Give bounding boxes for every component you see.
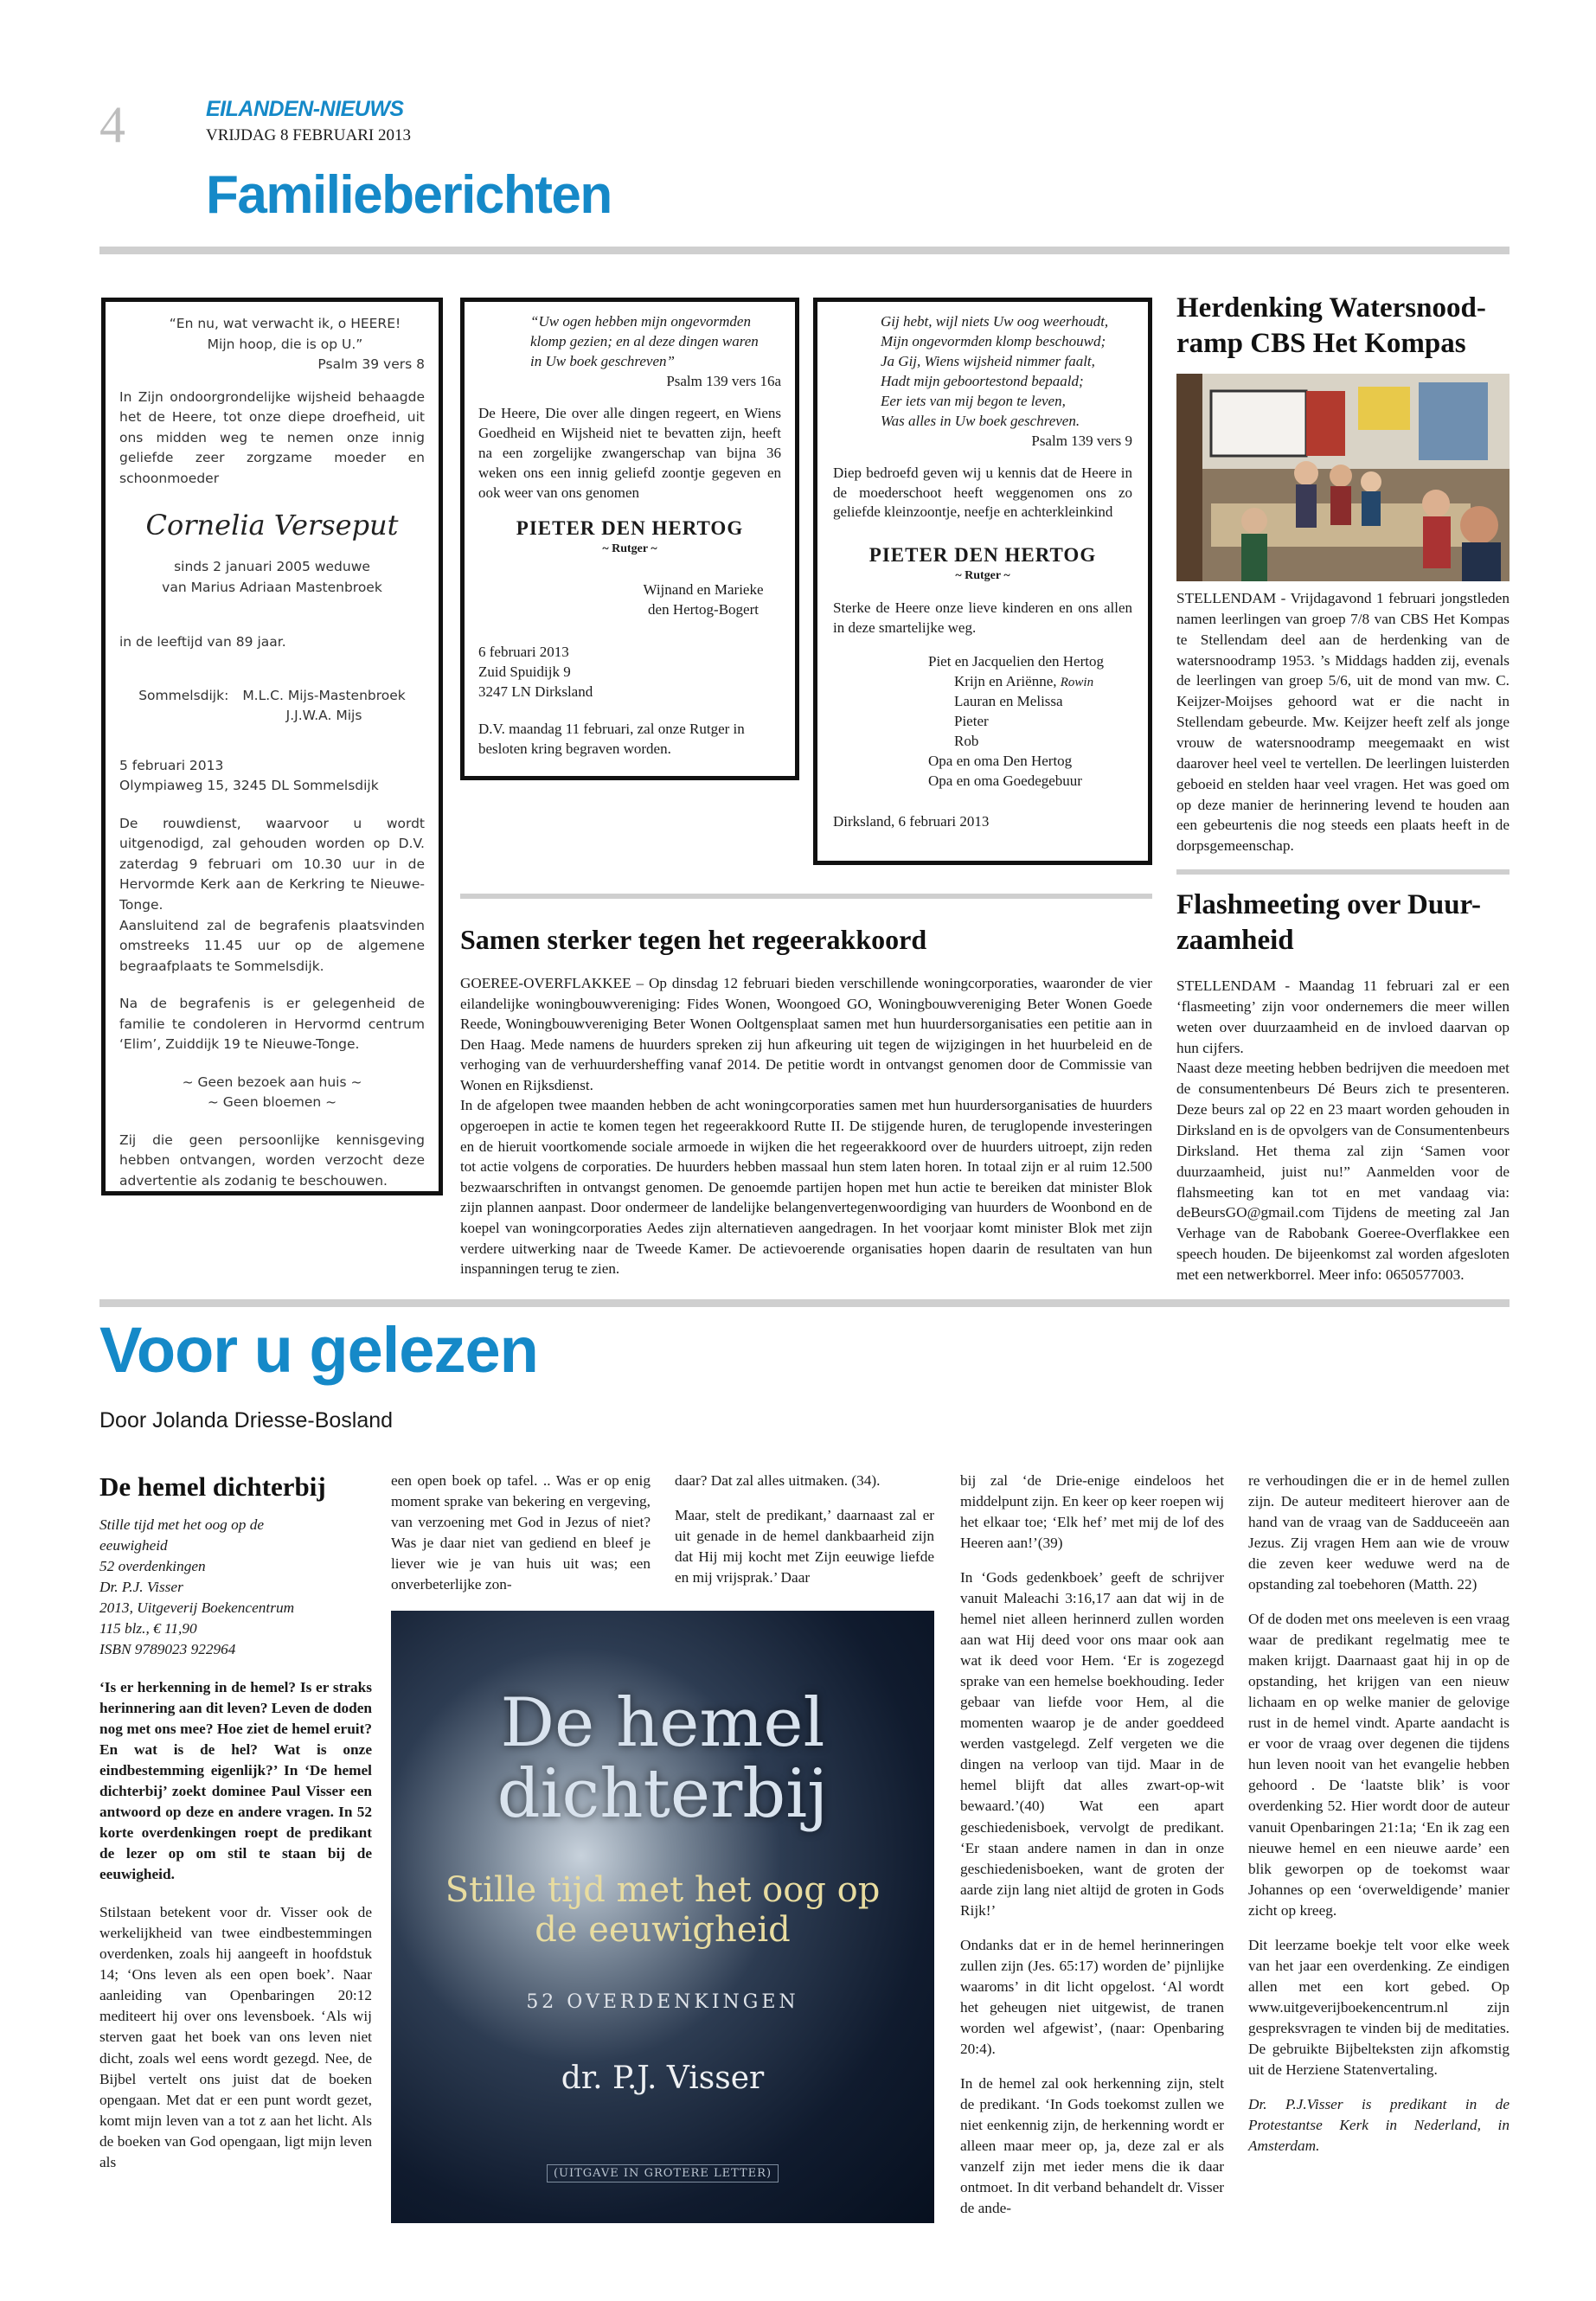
cover-title: De hemel dichterbij (497, 1684, 829, 1833)
family-list: Piet en Jacquelien den Hertog Krijn en Ariënne, Rowin Lauran en Melissa Pieter Rob Opa en oma Den Hertog Opa en oma Goedegebuur (928, 653, 1104, 789)
cover-edition: (UITGAVE IN GROTERE LETTER) (547, 2164, 779, 2182)
burial-info: Aansluitend zal de begrafenis plaatsvinden omstreeks 11.45 uur op de algemene begraafplaats te Sommelsdijk. (119, 917, 425, 974)
watersnood-photo (1176, 374, 1509, 581)
deceased-name: Cornelia Verseput (145, 509, 399, 542)
death-notice-grandparents (813, 298, 1152, 865)
widow-of: sinds 2 januari 2005 weduwe van Marius Adriaan Mastenbroek (162, 559, 382, 595)
classroom-photo (1176, 374, 1509, 581)
notice-text: De Heere, Die over alle dingen regeert, en Wiens Goedheid en Wijsheid niet te bevatten zijn, heeft na een zorgelijke zwangerschap van bijna 36 weken ons een innig geliefd zoontje gegeven en ook weer van ons genomen (478, 404, 781, 501)
review-column-3: daar? Dat zal alles uitmaken. (34). Maar, stelt de predikant,’ daarnaast zal er uit genade in de hemel dankbaarheid zijn dat Hij mij kocht met Zijn eeuwige liefde en mij vrijsprak.’ Daar (675, 1472, 934, 1586)
cover-subtitle: Stille tijd met het oog op de eeuwigheid (445, 1870, 881, 1950)
burial-info: D.V. maandag 11 februari, zal onze Rutger in besloten kring begraven worden. (478, 721, 745, 757)
psalm-reference: Psalm 139 vers 9 (1031, 432, 1132, 449)
cover-author: dr. P.J. Visser (561, 2061, 765, 2096)
psalm-reference: Psalm 139 vers 16a (666, 372, 781, 389)
review-column-4: bij zal ‘de Drie-enige eindeloos het middelpunt zijn. En keer op keer roepen wij het elkaar toe; ‘Elk hef’ met mij de lof des Heeren aan!’(39) In ‘Gods gedenkboek’ geeft de schrijver vanuit Maleachi 3:16,17 aan dat wij in de hemel niet alleen herinnerd zullen worden aan wat Hij deed voor ons maar ook aan wat ik deed voor Hem. ‘Er is zogezegd sprake van een hemelse boekhouding. Ieder gebaar van liefde voor Hem, al die momenten waarop je de ander goeddeed werden vastgelegd. Zelf vergeten we die dingen na verloop van tijd. Maar in de hemel blijft dat alles zwart-op-wit bewaard.’(40) Wat een apart geschiedenisboek, vervolgt de predikant. ‘Er staan andere namen in dan in onze geschiedenisboeken, want de groten der aarde zijn lang niet altijd de groten in Gods Rijk!’ Ondanks dat er in de hemel herinneringen zullen zijn (Jes. 65:17) worden de’ pijnlijke waaroms’ in dit licht opgelost. ‘Al wordt het geheugen niet uitgewist, de tranen worden wel afgewist’, (naar: Openbaring 20:4). In de hemel zal ook herkenning zijn, stelt de predikant. ‘In Gods toekomst zullen we niet eenkennig zijn, de herkenning wordt er alleen maar meer op, ja, deze zal er als vanzelf zijn met ieder mens die ik daar ontmoet. In dit verband behandelt dr. Visser de ande- (960, 1472, 1224, 2217)
place-date: Dirksland, 6 februari 2013 (833, 812, 990, 830)
regeerakkoord-headline: Samen sterker tegen het regeerakkoord (460, 924, 927, 955)
age: in de leeftijd van 89 jaar. (119, 634, 286, 651)
child-name: PIETER DEN HERTOG (869, 544, 1097, 567)
book-meta: Stille tijd met het oog op de eeuwigheid 52 overdenkingen Dr. P.J. Visser 2013, Uitgeverij Boekencentrum 115 blz., € 11,90 ISBN 9789023 922964 (99, 1516, 295, 1657)
flashmeeting-headline: Flashmeeting over Duur- zaamheid (1176, 889, 1481, 957)
quote: Gij hebt, wijl niets Uw oog weerhoudt, Mijn ongevormden klomp beschouwd; Ja Gij, Wiens wijsheid nimmer faalt, Hadt mijn geboortestond bepaald; Eer iets van mij begon te leven, Was alles in Uw boek geschreven. (881, 313, 1109, 429)
child-nickname: ~ Rutger ~ (955, 569, 1010, 583)
family: Sommelsdijk: M.L.C. Mijs-Mastenbroek J.J.W.A. Mijs (138, 687, 406, 724)
quote: “En nu, wat verwacht ik, o HEERE! Mijn hoop, die is op U.” (169, 316, 401, 352)
address: 5 februari 2013 Olympiaweg 15, 3245 DL Sommelsdijk (119, 757, 379, 794)
obituary-verseput (101, 298, 443, 1195)
review-author: Door Jolanda Driesse-Bosland (99, 1408, 394, 1433)
psalm-reference: Psalm 39 vers 8 (317, 356, 425, 373)
child-nickname: ~ Rutger ~ (602, 542, 657, 556)
review-body-1: Stilstaan betekent voor dr. Visser ook de werkelijkheid van twee eindbestemmingen overdenken, zoals hij aangeeft in hoofdstuk 14; ‘Ons leven als een open boek’. Naar aanleiding van Openbaringen 20:12 mediteert hij over ons levensboek. ‘Als wij sterven gaat het boek van ons leven niet dicht, zoals wel eens wordt gezegd. Nee, de Bijbel vertelt ons juist dat de boeken opengaan. Met dat er een punt wordt gezet, komt mijn leven van a tot z aan het licht. Als de boeken van God opengaan, ligt mijn leven als (99, 1904, 372, 2170)
cover-count: 52 OVERDENKINGEN (526, 1991, 799, 2013)
quote: “Uw ogen hebben mijn ongevormden klomp gezien; en al deze dingen waren in Uw boek geschreven” (530, 313, 759, 369)
service-info: De rouwdienst, waarvoor u wordt uitgenodigd, zal gehouden worden op D.V. zaterdag 9 februari om 10.30 uur in de Hervormde Kerk aan de Kerkring te Nieuwe-Tonge. (119, 815, 425, 913)
book-title: De hemel dichterbij (99, 1471, 326, 1502)
condolence-info: Na de begrafenis is er gelegenheid de familie te condoleren in Hervormd centrum ‘Elim’, Zuiddijk 19 te Nieuwe-Tonge. (119, 996, 425, 1053)
review-section-title: Voor u gelezen (99, 1314, 538, 1386)
parents: Wijnand en Marieke den Hertog-Bogert (643, 581, 764, 619)
regeerakkoord-text: GOEREE-OVERFLAKKEE – Op dinsdag 12 februari bieden verschillende woningcorporaties, waaronder de vier eilandelijke woningbouwvereniging: Fides Wonen, Woongoed GO, Woningbouwvereniging Beter Wonen Goede Reede, Woningbouwvereniging Beter Wonen Ooltgensplaat samen met hun huurdersorganisaties een petitie aan in Den Haag. Mede namens de huurders spreken zij hun afkeuring uit tegen de wijzigingen in het huurbeleid en de verhoging van de verhuurdersheffing vanaf 2014. De petitie wordt in ontvangst genomen door de Commissie van Wonen en Rijksdienst. In de afgelopen twee maanden hebben de acht woningcorporaties samen met hun huurdersorganisaties de huurders opgeroepen in actie te komen tegen het regeerakkoord Rutte II. De stijgende huren, de teruglopende investeringen en de hieruit voortkomende sociale armoede in wijken die het regeerakkoord over de huurders uitroept, zijn reden tot actie volgens de corporaties. De huurders hebben massaal hun stem laten horen. In totaal zijn er al ruim 12.500 bezwaarschriften in ontvangst genomen. De genoemde partijen hopen met hun actie te bereiken dat minister Blok zijn plannen aanpast. Door ondermeer de landelijke belangenvertegenwoordiging van huurders de Woonbond en de koepel van woningcorporaties Aedes zijn alternatieven aangedragen. In het voorjaar komt minister Blok met zijn verdere uitwerking naar de Tweede Kamer. De actievoerende organisaties hopen daarin de resultaten van hun inspanningen terug te zien. (460, 975, 1152, 1278)
column-divider (460, 894, 1152, 899)
section-title: Familieberichten (206, 165, 612, 225)
child-name: PIETER DEN HERTOG (516, 517, 744, 540)
review-column-2: een open boek op tafel. .. Was er op enig moment sprake van bekering en vergeving, van verzoening met God in Jezus of niet? Was je daar niet van gediend en bleef je liever wie je van huis uit was; een onverbeterlijke zon- (391, 1472, 651, 1593)
intro-text: In Zijn ondoorgrondelijke wijsheid behaagde het de Heere, tot onze diepe droefheid, uit ons midden weg te nemen onze innig geliefde zeer zorgzame moeder en schoonmoeder (119, 388, 425, 486)
notice-text-2: Sterke de Heere onze lieve kinderen en ons allen in deze smartelijke weg. (833, 599, 1132, 637)
page-number: 4 (99, 96, 125, 153)
notice: Zij die geen persoonlijke kennisgeving hebben ontvangen, worden verzocht deze advertentie als zodanig te beschouwen. (119, 1131, 425, 1189)
watersnood-headline: Herdenking Watersnood- ramp CBS Het Kompas (1176, 292, 1486, 360)
review-column-1 (99, 1471, 372, 2173)
notice-text: Diep bedroefd geven wij u kennis dat de Heere in de moederschoot heeft weggenomen ons zo geliefde kleinzoontje, neefje en achterkleinkind (833, 464, 1132, 521)
flashmeeting-text: STELLENDAM - Maandag 11 februari zal er een ‘flasmeeting’ zijn voor ondernemers die meer willen weten over duurzaamheid en de invloed daarvan op hun cijfers. Naast deze meeting hebben bedrijven die meedoen met de consumentenbeurs Dé Beurs zich te presenteren. Deze beurs zal op 22 en 23 maart worden gehouden in Dirksland en is de opvolgers van de Consumentenbeurs Dirksland. Het thema zal zijn ‘Samen voor duurzaamheid, juist nu!” Aanmelden voor de flahsmeeting kan tot en met vandaag via: deBeursGO@gmail.com Tijdens de meeting zal Jan Verhage van de Rabobank Goeree-Overflakkee een speech houden. De bijeenkomst zal worden afgesloten met een netwerkborrel. Meer info: 0650577003. (1176, 977, 1509, 1284)
watersnood-text: STELLENDAM - Vrijdagavond 1 februari jongstleden namen leerlingen van groep 7/8 van CBS Het Kompas te Stellendam deel aan de herdenking van de watersnoodramp 1953. ’s Middags hadden zij, evenals de leerlingen van groep 5/6, uit de mond van mw. C. Keijzer-Moijses gehoord wat er die nacht in Stellendam gebeurde. Mw. Keijzer heeft zelf als jonge vrouw de watersnoodramp meegemaakt en wist daarover heel veel te vertellen. De leerlingen luisterden geboeid en stelden haar veel vragen. Het was goed om op deze manier de herinnering levend te houden aan een gebeurtenis die nog steeds een plaats heeft in de dorpsgemeenschap. (1176, 590, 1509, 855)
no-visit: ~ Geen bezoek aan huis ~ ~ Geen bloemen ~ (182, 1074, 362, 1111)
section-divider (99, 1299, 1509, 1307)
column-divider (1176, 869, 1509, 875)
review-column-5: re verhoudingen die er in de hemel zullen zijn. De auteur mediteert hierover aan de hand van de vraag van de Sadduceeën aan Jezus. Zij vragen Hem aan wie de vrouw die zeven keer weduwe werd na de opstanding zal toebehoren (Matth. 22) Of de doden met ons meeleven is een vraag waar de predikant regelmatig mee te maken krijgt. Daarnaast gaat hij in op de opstanding, het krijgen van een nieuw lichaam en op welke manier de gelovige rust in de hemel vindt. Aparte aandacht is er voor de vraag over degenen die tijdens hun leven nooit van het evangelie hebben gehoord . De ‘laatste blik’ is voor overdenking 52. Hier wordt door de auteur vanuit Openbaringen 21:1a; ‘En ik zag een nieuwe hemel en een nieuwe aarde’ een blik geworpen op de toekomst waar Johannes op een ‘overweldigende’ manier zicht op kreeg. Dit leerzame boekje telt voor elke week van het jaar een overdenking. Ze eindigen allen met een kort gebed. Op www.uitgeverijboekencentrum.nl zijn gespreksvragen te vinden bij de meditaties. De gebruikte Bijbelteksten zijn afkomstig uit de Herziene Statenvertaling. Dr. P.J.Visser is predikant in de Protestantse Kerk in Nederland, in Amsterdam. (1248, 1472, 1509, 2154)
issue-date: VRIJDAG 8 FEBRUARI 2013 (206, 126, 411, 144)
newspaper-logo: EILANDEN-NIEUWS (206, 97, 404, 121)
address: 6 februari 2013 Zuid Spuidijk 9 3247 LN Dirksland (478, 644, 593, 701)
birth-death-notice-parents (460, 298, 799, 780)
book-cover-image (391, 1611, 934, 2223)
section-divider (99, 247, 1509, 254)
review-lead: ‘Is er herkenning in de hemel? Is er straks herinnering aan dit leven? Leven de doden nog met ons mee? Hoe ziet de hemel eruit? En wat is de hel? Wat is onze eindbestemming eigenlijk?’ In ‘De hemel dichterbij’ zoekt dominee Paul Visser een antwoord op deze en andere vragen. In 52 korte overdenkingen roept de predikant de lezer op om stil te staan bij de eeuwigheid. (99, 1678, 372, 1883)
